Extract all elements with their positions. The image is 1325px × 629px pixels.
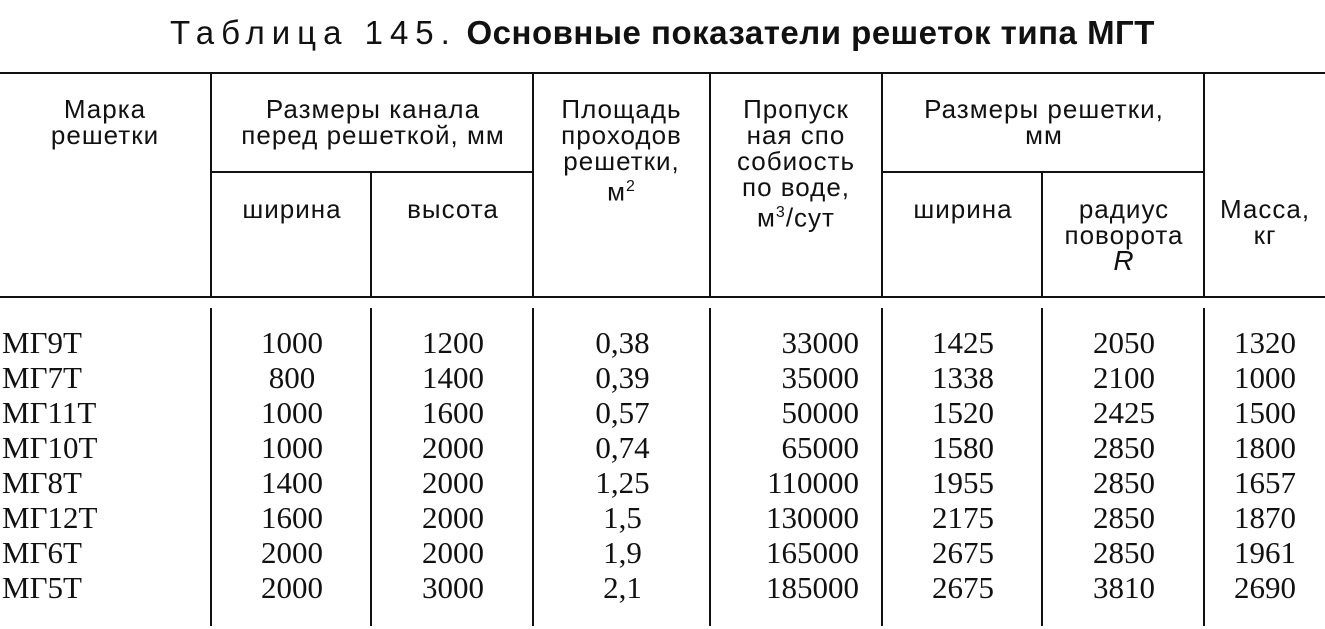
row-channel-width: 1600	[261, 500, 323, 535]
row-channel-width: 2000	[261, 570, 323, 605]
row-mass: 1500	[1234, 395, 1296, 430]
row-mass: 1961	[1234, 535, 1296, 570]
table-caption: Основные показатели решеток типа МГТ	[466, 14, 1155, 51]
row-area: 0,57	[595, 395, 650, 430]
table-row	[0, 395, 1325, 430]
row-grate-width: 1580	[932, 430, 994, 465]
header-area: Площадь проходов решетки, $м^2$	[561, 94, 682, 207]
row-channel-height: 2000	[422, 535, 484, 570]
row-capacity: 110000	[767, 465, 859, 500]
header-channel-height: высота	[407, 194, 499, 224]
row-area: 1,9	[603, 535, 642, 570]
table-row	[0, 430, 1325, 465]
row-capacity: 185000	[766, 570, 859, 605]
row-grate-width: 1955	[932, 465, 994, 500]
row-area: 0,38	[595, 325, 650, 360]
row-mark: МГ11Т	[2, 395, 97, 430]
row-channel-width: 800	[268, 360, 316, 395]
row-channel-height: 3000	[422, 570, 484, 605]
row-mark: МГ12Т	[2, 500, 98, 535]
table-top-rule	[0, 72, 1325, 74]
row-channel-width: 1000	[261, 395, 323, 430]
row-grate-width: 2175	[932, 500, 994, 535]
table-row	[0, 535, 1325, 570]
header-channel-size: Размеры канала перед решеткой, мм	[241, 94, 505, 150]
channel-subheader-rule	[212, 171, 534, 173]
row-channel-width: 2000	[261, 535, 323, 570]
row-capacity: 50000	[781, 395, 859, 430]
row-channel-height: 1600	[422, 395, 484, 430]
row-grate-width: 2675	[932, 570, 994, 605]
row-channel-height: 2000	[422, 465, 484, 500]
row-radius: 2050	[1093, 325, 1155, 360]
row-mass: 1320	[1234, 325, 1296, 360]
header-grate-radius: радиус поворота R	[1064, 194, 1184, 276]
table-row	[0, 465, 1325, 500]
row-radius: 2850	[1093, 430, 1155, 465]
row-radius: 3810	[1093, 570, 1155, 605]
table-row	[0, 500, 1325, 535]
row-mark: МГ8Т	[2, 465, 82, 500]
row-mass: 1000	[1234, 360, 1296, 395]
row-mass: 1657	[1234, 465, 1296, 500]
row-area: 0,74	[595, 430, 650, 465]
row-area: 0,39	[595, 360, 650, 395]
row-capacity: 165000	[766, 535, 859, 570]
row-grate-width: 1425	[932, 325, 994, 360]
row-area: 2,1	[603, 570, 642, 605]
header-mark: Марка решетки	[50, 94, 160, 150]
row-channel-width: 1400	[261, 465, 323, 500]
row-grate-width: 2675	[932, 535, 994, 570]
header-mass: Масса, кг	[1219, 194, 1311, 250]
header-capacity: Пропуск ная спо собиость по воде, $м^3$/сут	[736, 94, 856, 233]
row-area: 1,5	[603, 500, 642, 535]
row-mark: МГ5Т	[2, 570, 82, 605]
row-grate-width: 1520	[932, 395, 994, 430]
row-radius: 2850	[1093, 465, 1155, 500]
row-area: 1,25	[595, 465, 650, 500]
header-bottom-rule	[0, 296, 1325, 298]
table-row	[0, 360, 1325, 395]
row-radius: 2425	[1093, 395, 1155, 430]
header-channel-width: ширина	[242, 194, 342, 224]
row-mark: МГ10Т	[2, 430, 98, 465]
table-row	[0, 570, 1325, 605]
row-mark: МГ7Т	[2, 360, 82, 395]
row-grate-width: 1338	[932, 360, 994, 395]
row-channel-height: 2000	[422, 430, 484, 465]
row-channel-height: 1200	[422, 325, 484, 360]
row-channel-height: 1400	[422, 360, 484, 395]
grate-subheader-rule	[883, 171, 1205, 173]
row-radius: 2850	[1093, 500, 1155, 535]
row-channel-height: 2000	[422, 500, 484, 535]
row-capacity: 65000	[781, 430, 859, 465]
row-mark: МГ9Т	[2, 325, 82, 360]
row-mass: 1870	[1234, 500, 1296, 535]
table-number: Таблица 145.	[170, 14, 457, 51]
row-mass: 1800	[1234, 430, 1296, 465]
col-divider	[370, 171, 372, 296]
row-mark: МГ6Т	[2, 535, 82, 570]
row-capacity: 33000	[781, 325, 859, 360]
row-radius: 2850	[1093, 535, 1155, 570]
row-capacity: 130000	[766, 500, 859, 535]
table-title	[0, 14, 1325, 52]
row-capacity: 35000	[781, 360, 859, 395]
row-channel-width: 1000	[261, 430, 323, 465]
table-row	[0, 325, 1325, 360]
row-mass: 2690	[1234, 570, 1296, 605]
row-channel-width: 1000	[261, 325, 323, 360]
row-radius: 2100	[1093, 360, 1155, 395]
header-grate-width: ширина	[913, 194, 1013, 224]
header-grate-size: Размеры решетки, мм	[924, 94, 1164, 150]
